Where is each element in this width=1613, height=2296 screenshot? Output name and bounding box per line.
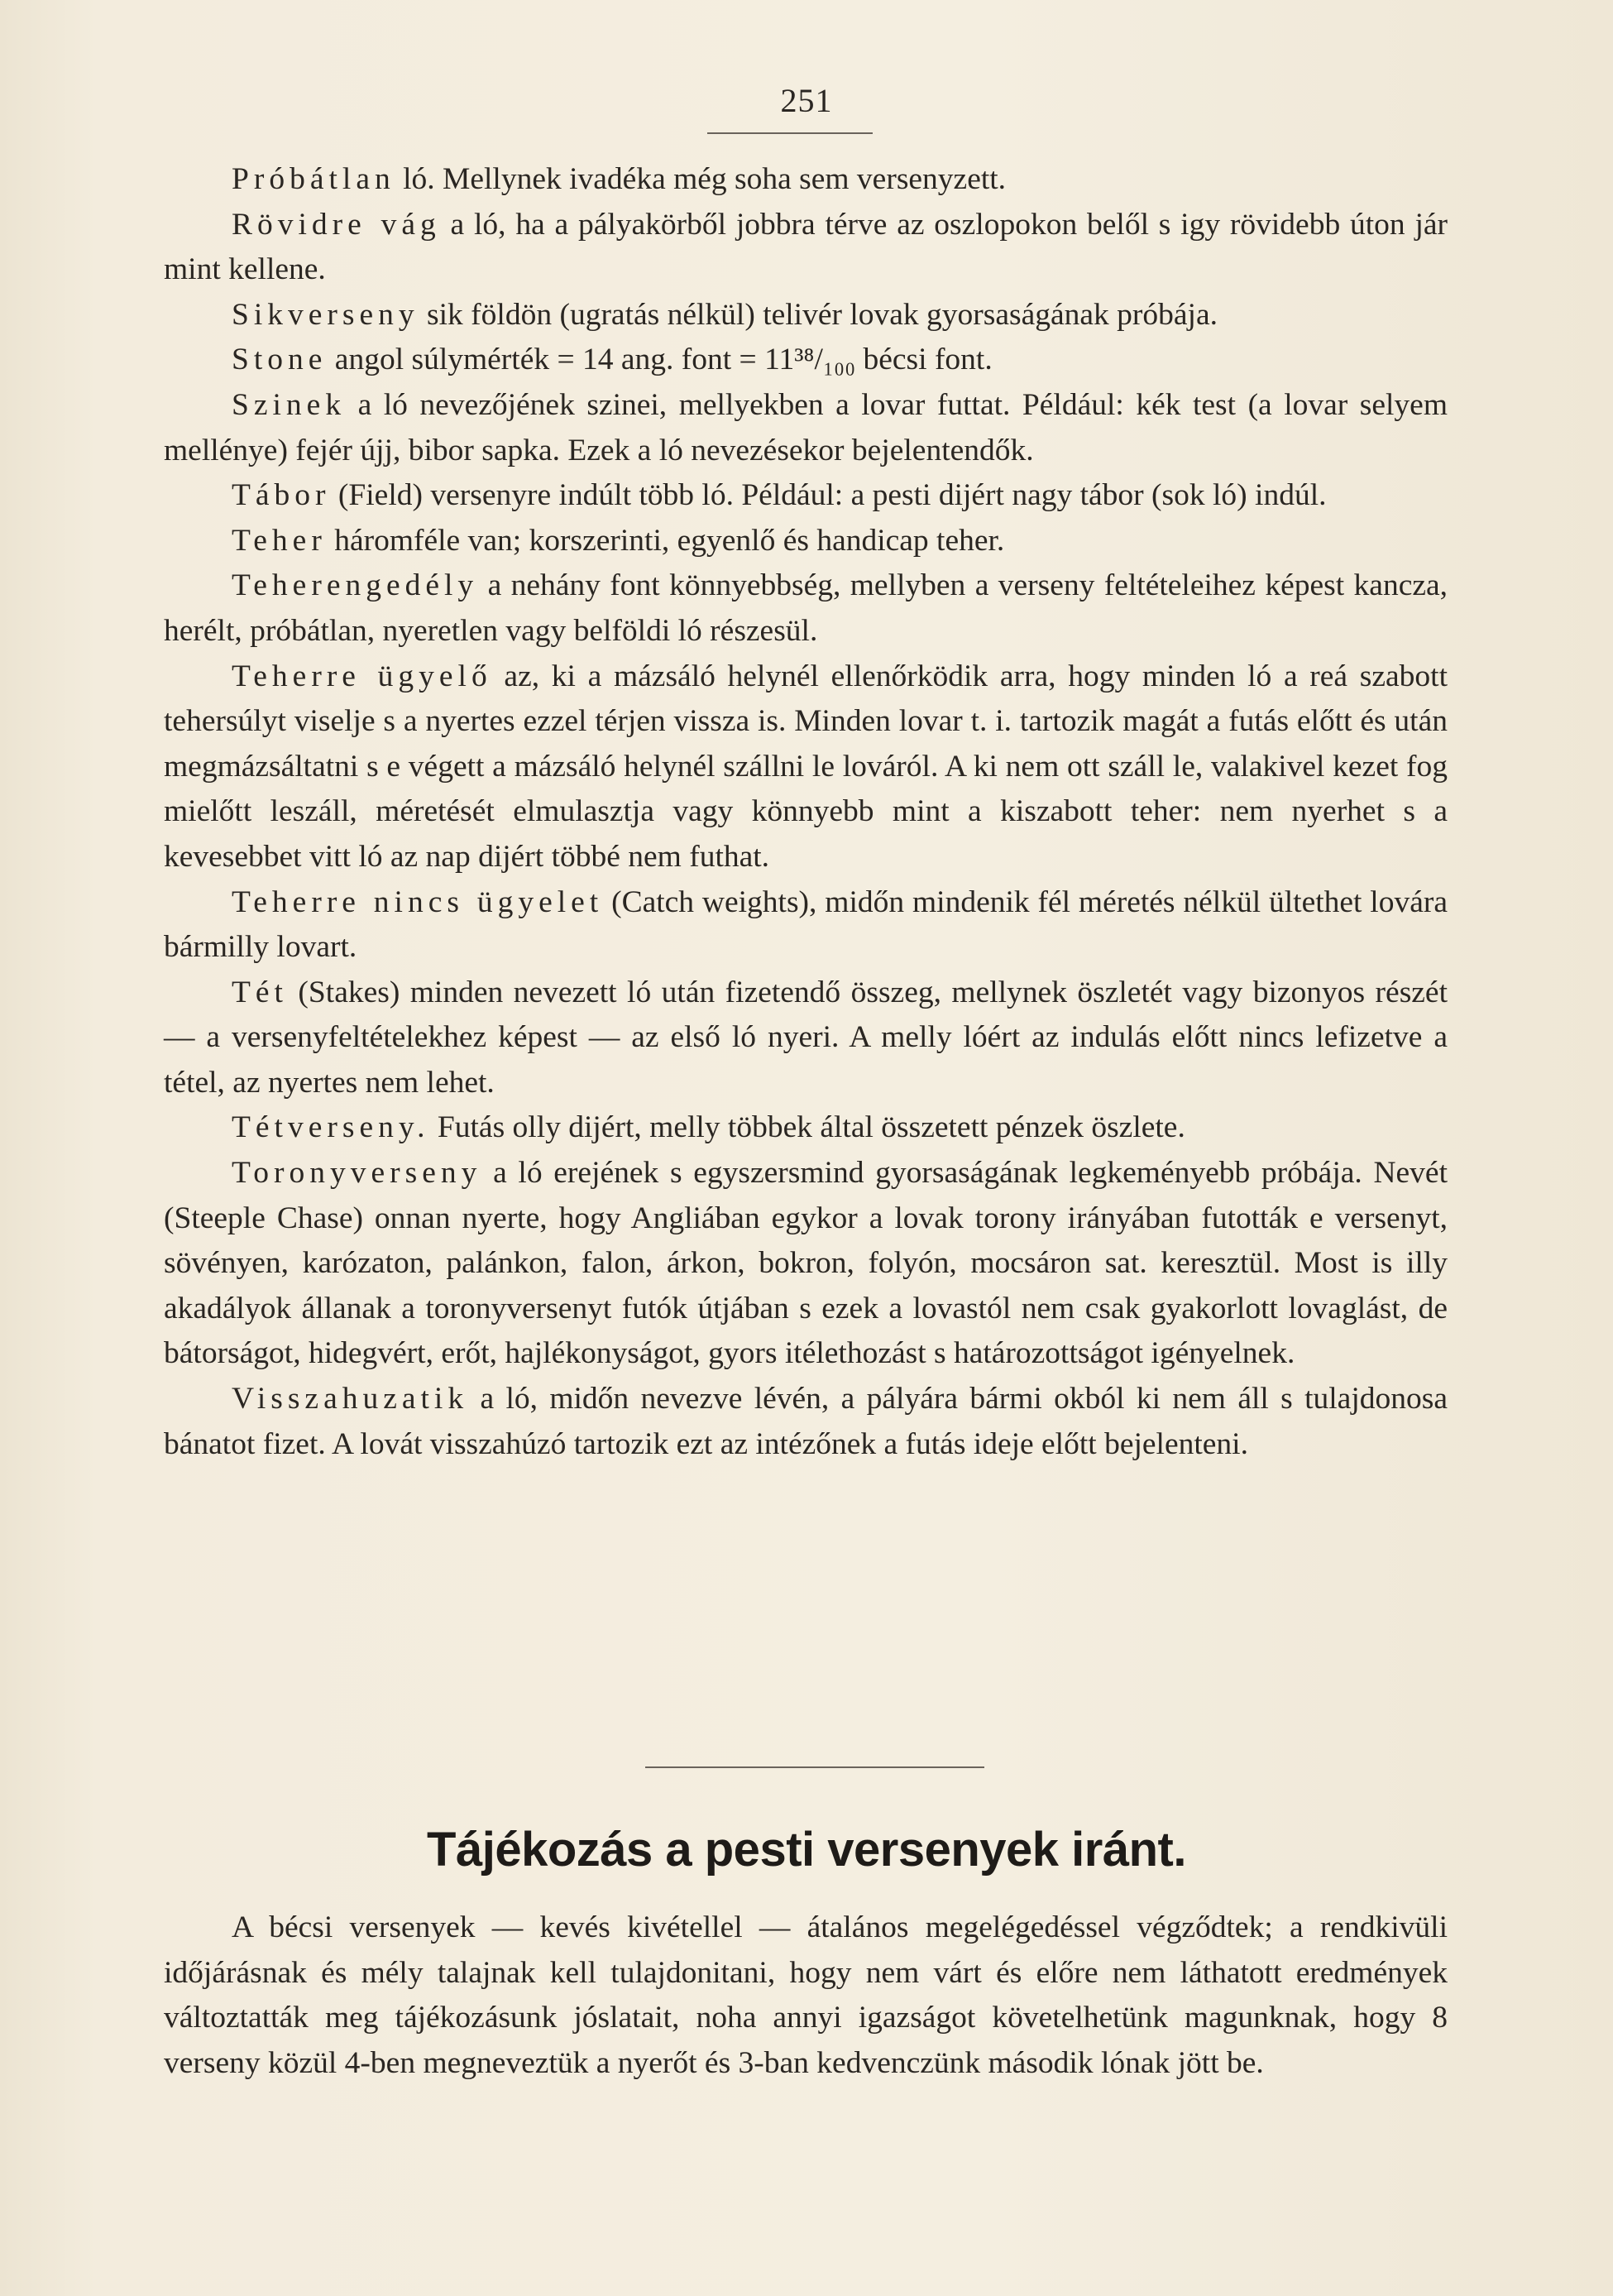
- entry-term: Teherengedély: [232, 568, 479, 603]
- entry-term: Próbátlan: [232, 162, 395, 196]
- glossary-entry: [164, 157, 1448, 203]
- entry-definition: sik földön (ugratás nélkül) telivér lovak gyorsaságának próbája.: [419, 297, 1218, 332]
- entry-definition: (Catch weights), midőn mindenik fél méretés nélkül ültethet lovára bármilly lovart.: [164, 884, 1448, 965]
- entry-definition: a ló, ha a pályakörből jobbra térve az oszlopokon belől s igy rövidebb úton jár mint kellene.: [164, 207, 1448, 287]
- entry-term: Visszahuzatik: [232, 1382, 469, 1416]
- entry-term: Tétverseny.: [232, 1110, 430, 1145]
- entry-term: Tét: [232, 975, 288, 1009]
- glossary-entry: [164, 654, 1448, 880]
- entry-term: Teherre ügyelő: [232, 659, 492, 693]
- glossary-entry: [164, 1151, 1448, 1377]
- entry-term: Rövidre vág: [232, 207, 441, 242]
- entry-definition: a nehány font könnyebbség, mellyben a verseny feltételeihez képest kancza, herélt, próbátlan, nyeretlen vagy belföldi ló részesül.: [164, 568, 1448, 648]
- entry-term: Teher: [232, 523, 327, 558]
- entry-definition: (Field) versenyre indúlt több ló. Például: a pesti dijért nagy tábor (sok ló) indúl.: [330, 478, 1327, 513]
- glossary-entry: [164, 519, 1448, 564]
- section-divider: [645, 1766, 984, 1768]
- entry-term: Stone: [232, 343, 328, 377]
- entry-term: Teherre nincs ügyelet: [232, 884, 604, 919]
- entry-definition: a ló erejének s egyszersmind gyorsaságának legkeményebb próbája. Nevét (Steeple Chase) onnan nyerte, hogy Angliában egykor a lovak torony irányában futották e versenyt, sövényen, karózaton, palánkon, falon, árkon, bokron, folyón, mocsáron sat. keresztül. Most is illy akadályok állanak a toronyversenyt futók útjában s ezek a lovastól nem csak gyakorlott lovaglást, de bátorságot, hidegvért, erőt, hajlékonyságot, gyors itélethozást s határozottságot igényelnek.: [164, 1156, 1448, 1371]
- glossary-entry: [164, 473, 1448, 519]
- entry-term: Toronyverseny: [232, 1156, 482, 1191]
- entry-definition: Futás olly dijért, melly többek által összetett pénzek öszlete.: [429, 1110, 1185, 1145]
- entry-definition: (Stakes) minden nevezett ló után fizetendő összeg, mellynek öszletét vagy bizonyos részét — a versenyfeltételekhez képest — az első ló nyeri. A melly lóért az indulás előtt nincs lefizetve a tétel, az nyertes nem lehet.: [164, 975, 1448, 1100]
- entry-definition: háromféle van; korszerinti, egyenlő és handicap teher.: [326, 523, 1005, 558]
- header-rule: [707, 132, 873, 134]
- entry-term: Szinek: [232, 387, 347, 422]
- glossary-entry: [164, 971, 1448, 1106]
- glossary-entry: [164, 203, 1448, 293]
- entry-term: Tábor: [232, 478, 331, 513]
- entry-definition: angol súlymérték = 14 ang. font = 11³⁸/₁₀₀ bécsi font.: [327, 343, 993, 377]
- glossary-entries: [164, 157, 1448, 1467]
- glossary-entry: [164, 293, 1448, 338]
- glossary-entry: [164, 880, 1448, 971]
- glossary-entry: [164, 338, 1448, 383]
- entry-definition: az, ki a mázsáló helynél ellenőrködik arra, hogy minden ló a reá szabott tehersúlyt viselje s a nyertes ezzel térjen vissza is. Minden lovar t. i. tartozik magát a futás előtt és után megmázsáltatni s e végett a mázsáló helynél szállni le lováról. A ki nem ott száll le, valakivel kezet fog mielőtt leszáll, méretését elmulasztja vagy könnyebb mint a kiszabott teher: nem nyerhet s a kevesebbet vitt ló az nap dijért többé nem futhat.: [164, 659, 1448, 874]
- section-body: [164, 1905, 1448, 2086]
- glossary-entry: [164, 563, 1448, 654]
- entry-definition: a ló nevezőjének szinei, mellyekben a lovar futtat. Például: kék test (a lovar selyem mellénye) fejér újj, bibor sapka. Ezek a ló nevezésekor bejelentendők.: [164, 387, 1448, 467]
- page-number: 251: [780, 82, 833, 119]
- glossary-entry: [164, 1105, 1448, 1151]
- entry-definition: a ló, midőn nevezve lévén, a pályára bármi okból ki nem áll s tulajdonosa bánatot fizet. A lovát visszahúzó tartozik ezt az intézőnek a futás ideje előtt bejelenteni.: [164, 1382, 1448, 1461]
- glossary-entry: [164, 383, 1448, 473]
- section-paragraph: A bécsi versenyek — kevés kivétellel — átalános megelégedéssel végződtek; a rendkivüli időjárásnak és mély talajnak kell tulajdonitani, hogy nem várt és előre nem láthatott eredmények változtatták meg tájékozásunk jóslatait, noha annyi igazságot követelhetünk magunknak, hogy 8 verseny közül 4-ben megneveztük a nyerőt és 3-ban kedvenczünk második lónak jött be.: [164, 1910, 1448, 2080]
- entry-term: Sikverseny: [232, 297, 419, 332]
- entry-definition: ló. Mellynek ivadéka még soha sem versenyzett.: [395, 162, 1007, 196]
- glossary-entry: [164, 1377, 1448, 1467]
- section-heading: Tájékozás a pesti versenyek iránt.: [427, 1823, 1186, 1877]
